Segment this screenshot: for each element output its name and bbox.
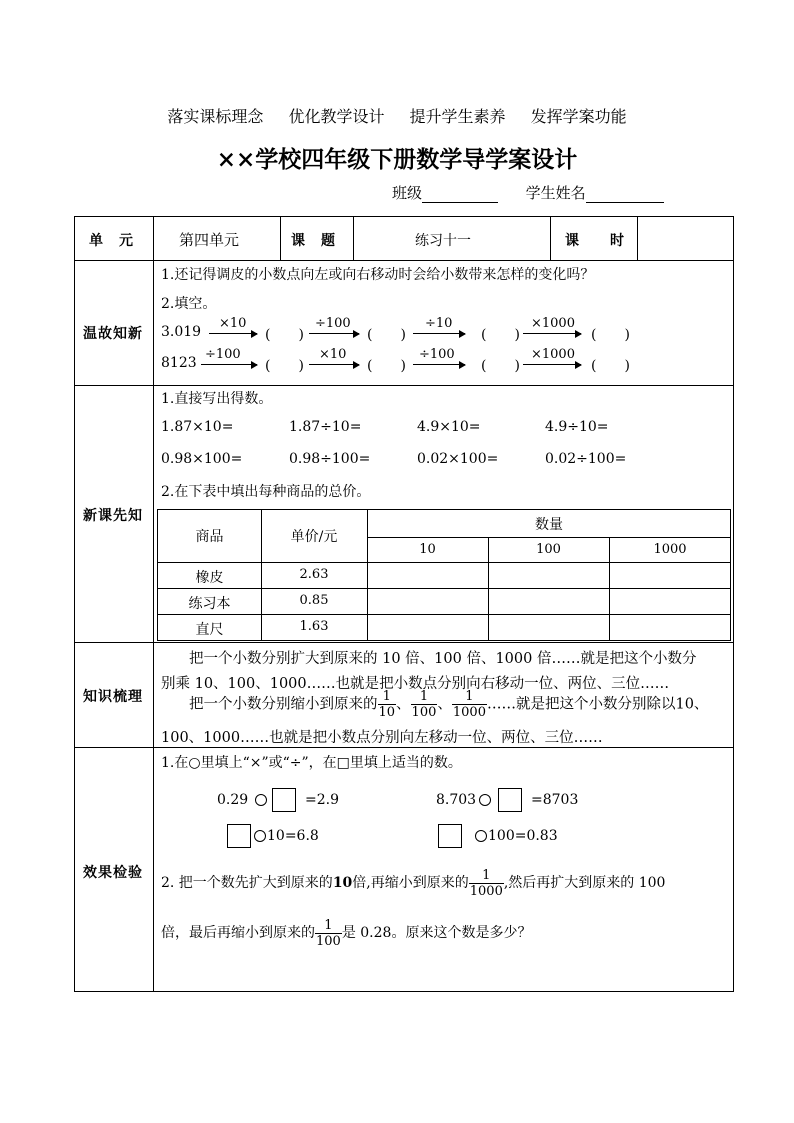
arrow-icon	[201, 364, 257, 365]
calc-1: 1.87×10=	[161, 419, 234, 435]
col-price-header: 单价/元	[290, 529, 338, 545]
class-label: 班级	[392, 184, 423, 202]
operator-circle-input[interactable]	[479, 794, 491, 806]
arrow-icon	[523, 364, 581, 365]
chain1-op2: ÷100	[315, 316, 351, 331]
fraction-1-10: $\frac{1}{10}$	[378, 689, 396, 720]
fraction-1-100: $\frac{1}{100}$	[316, 917, 341, 949]
chain2-start: 8123	[161, 355, 197, 371]
item-notebook: 练习本	[188, 596, 231, 612]
summary-line3: 把一个小数分别缩小到原来的 $\frac{1}{10}$ 、 $\frac{1}{100}$ 、 $\frac{1}{1000}$ ……就是把这个小数分别除以10、	[189, 689, 709, 720]
calc-3: 4.9×10=	[417, 419, 481, 435]
chain1-blank2[interactable]: ( )	[367, 327, 406, 343]
price-table	[157, 509, 731, 641]
chain2-blank2[interactable]: ( )	[367, 358, 406, 374]
qty-10: 10	[419, 542, 436, 557]
calc-2: 1.87÷10=	[289, 419, 362, 435]
chain2-op4: ×1000	[531, 347, 575, 362]
chain1-blank1[interactable]: ( )	[265, 327, 304, 343]
check-label: 效果检验	[83, 865, 143, 881]
operator-circle-input[interactable]	[475, 830, 487, 842]
arrow-icon	[309, 333, 359, 334]
col-qty-header: 数量	[535, 517, 563, 533]
eq3-right: 10=6.8	[267, 828, 319, 844]
summary-label: 知识梳理	[83, 689, 143, 705]
chain1-op1: ×10	[219, 316, 247, 331]
chain1-blank4[interactable]: ( )	[591, 327, 630, 343]
summary-line4: 100、1000……也就是把小数点分别向左移动一位、两位、三位……	[161, 730, 603, 746]
arrow-icon	[523, 333, 581, 334]
item-eraser: 橡皮	[195, 570, 224, 586]
calc-7: 0.02×100=	[417, 451, 499, 467]
student-info-line	[392, 182, 664, 203]
fraction-1-1000: $\frac{1}{1000}$	[452, 689, 486, 720]
operator-circle-input[interactable]	[255, 794, 267, 806]
item-ruler: 直尺	[195, 622, 224, 638]
slogan-3: 提升学生素养	[409, 107, 506, 126]
chain1-op4: ×1000	[531, 316, 575, 331]
student-name-field[interactable]	[586, 188, 664, 203]
class-field[interactable]	[422, 188, 498, 203]
calc-6: 0.98÷100=	[289, 451, 371, 467]
answer-box-input[interactable]	[438, 824, 462, 848]
slogan-1: 落实课标理念	[167, 107, 264, 126]
fraction-1-100: $\frac{1}{100}$	[411, 689, 437, 720]
slogan-4: 发挥学案功能	[530, 107, 627, 126]
eq1-right: =2.9	[305, 792, 339, 808]
summary-line1: 把一个小数分别扩大到原来的 10 倍、100 倍、1000 倍……就是把这个小数分	[189, 651, 697, 667]
eq2-left: 8.703	[436, 792, 477, 808]
answer-box-input[interactable]	[498, 788, 522, 812]
preview-q2: 2.在下表中填出每种商品的总价。	[161, 484, 371, 500]
price-ruler: 1.63	[299, 619, 329, 634]
arrow-icon	[413, 333, 465, 334]
chain2-blank3[interactable]: ( )	[481, 358, 520, 374]
student-name-label: 学生姓名	[525, 184, 586, 202]
chain1-blank3[interactable]: ( )	[481, 327, 520, 343]
price-eraser: 2.63	[299, 567, 329, 582]
topic-label: 课 题	[291, 233, 336, 249]
calc-4: 4.9÷10=	[545, 419, 609, 435]
eq1-left: 0.29	[217, 792, 249, 808]
eq2-right: =8703	[531, 792, 579, 808]
calc-8: 0.02÷100=	[545, 451, 627, 467]
answer-box-input[interactable]	[272, 788, 296, 812]
calc-5: 0.98×100=	[161, 451, 243, 467]
fraction-1-1000: $\frac{1}{1000}$	[469, 867, 503, 899]
preview-label: 新课先知	[83, 508, 143, 524]
preview-q1: 1.直接写出得数。	[161, 391, 273, 407]
chain2-op1: ÷100	[205, 347, 241, 362]
summary-line3-suffix: ……就是把这个小数分别除以10、	[486, 696, 709, 713]
review-q2: 2.填空。	[161, 296, 217, 312]
chain2-op3: ÷100	[419, 347, 455, 362]
lesson-plan-table	[74, 216, 734, 992]
unit-label: 单 元	[89, 233, 134, 249]
answer-box-input[interactable]	[227, 824, 251, 848]
price-notebook: 0.85	[299, 593, 329, 608]
chain1-start: 3.019	[161, 324, 202, 340]
unit-value: 第四单元	[179, 231, 240, 249]
summary-line3-prefix: 把一个小数分别缩小到原来的	[189, 696, 378, 713]
review-q1: 1.还记得调皮的小数点向左或向右移动时会给小数带来怎样的变化吗？	[161, 267, 595, 283]
check-q2-line2: 倍，最后再缩小到原来的 $\frac{1}{100}$ 是 0.28。原来这个数是多少？	[161, 917, 532, 949]
col-item-header: 商品	[195, 529, 224, 545]
arrow-icon	[413, 364, 465, 365]
slogan-line	[0, 104, 794, 127]
summary-line2: 别乘 10、100、1000……也就是把小数点分别向右移动一位、两位、三位……	[161, 676, 670, 692]
review-label: 温故知新	[83, 326, 143, 342]
arrow-icon	[209, 333, 257, 334]
period-label: 课 时	[565, 233, 625, 249]
arrow-icon	[309, 364, 359, 365]
chain2-op2: ×10	[319, 347, 347, 362]
topic-value: 练习十一	[415, 233, 471, 249]
chain2-blank1[interactable]: ( )	[265, 358, 304, 374]
qty-1000: 1000	[653, 542, 687, 557]
qty-100: 100	[536, 542, 561, 557]
check-q2-line1: 2. 把一个数先扩大到原来的10倍,再缩小到原来的 $\frac{1}{1000}$ ,然后再扩大到原来的 100	[161, 867, 666, 899]
chain1-op3: ÷10	[425, 316, 453, 331]
check-q1: 1.在○里填上“×”或“÷”，在□里填上适当的数。	[161, 755, 462, 771]
chain2-blank4[interactable]: ( )	[591, 358, 630, 374]
operator-circle-input[interactable]	[254, 830, 266, 842]
eq4-right: 100=0.83	[488, 828, 558, 844]
slogan-2: 优化教学设计	[288, 107, 385, 126]
page-title: ××学校四年级下册数学导学案设计	[216, 146, 578, 173]
